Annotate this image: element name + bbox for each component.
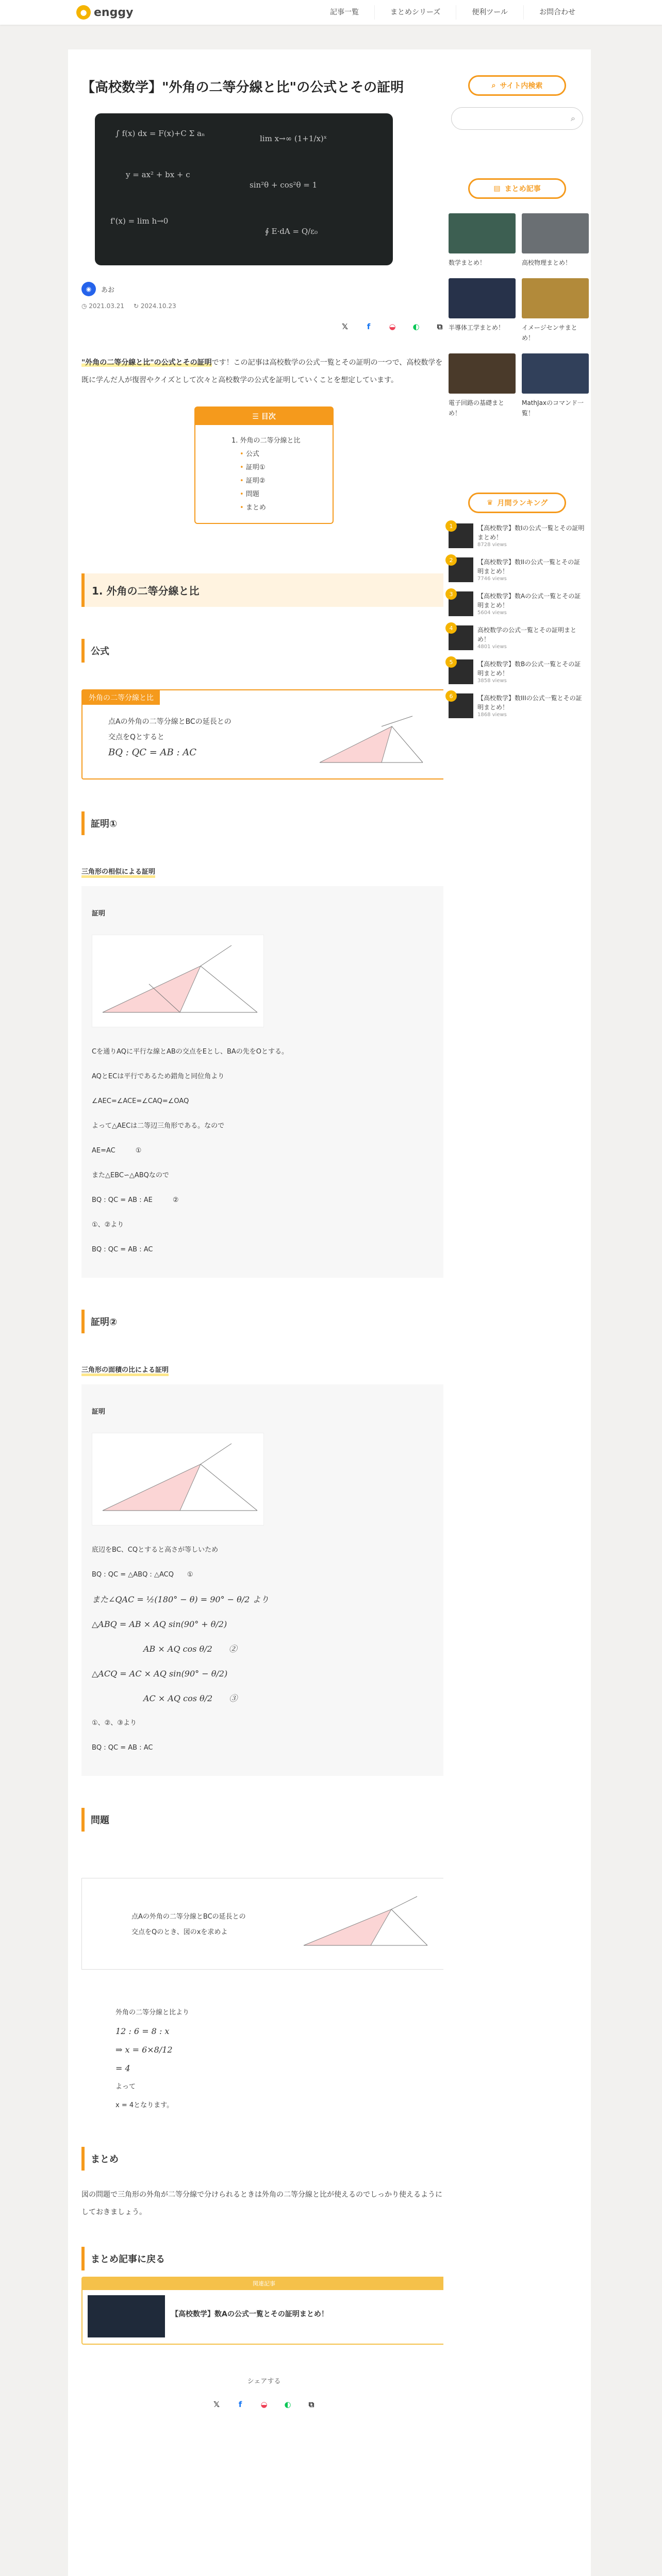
x-share-icon[interactable]: 𝕏 <box>341 322 349 331</box>
ranking-list <box>449 523 586 727</box>
article-dates <box>81 302 446 310</box>
back-heading: まとめ記事に戻る <box>81 2247 446 2270</box>
published-value: 2021.03.21 <box>89 302 125 310</box>
formula-heading: 公式 <box>81 639 446 663</box>
proof-line: また∠QAC = ½(180° − θ) = 90° − θ/2 より <box>92 1595 269 1604</box>
proof-line: 底辺をBC、CQとすると高さが等しいため <box>92 1546 219 1554</box>
copy-link-icon[interactable]: ⧉ <box>437 322 443 331</box>
article <box>81 75 446 2411</box>
facebook-share-icon[interactable]: f <box>238 2400 242 2409</box>
card-thumbnail <box>88 2295 165 2337</box>
matome-thumbnail <box>522 278 589 318</box>
rank-badge: 3 <box>445 588 457 600</box>
blackboard-formula: sin²θ + cos²θ = 1 <box>250 180 318 190</box>
ranking-thumbnail <box>449 591 473 616</box>
author[interactable] <box>81 282 446 296</box>
nav-matome[interactable]: まとめシリーズ <box>374 5 456 20</box>
card-label: 関連記事 <box>82 2278 445 2290</box>
problem-box <box>81 1878 446 1970</box>
line-share-icon[interactable]: ◐ <box>412 322 420 331</box>
site-header <box>0 0 662 25</box>
sidebar-search <box>443 75 591 130</box>
summary-text: 図の問題で三角形の外角が二等分線で分けられるときは外角の二等分線と比が使えるのでしっかり使えるようにしておきましょう。 <box>81 2191 442 2216</box>
blackboard-formula: ∮ E·dA = Q/ε₀ <box>265 227 318 236</box>
toc-item <box>231 501 333 515</box>
problem-figure <box>293 1894 438 1956</box>
eyecatch-image <box>95 113 393 265</box>
nav-tools[interactable]: 便利ツール <box>456 5 523 20</box>
formula-equation: BQ : QC = AB : AC <box>108 747 197 758</box>
proof-line: AQとECは平行であるため錯角と同位角より <box>92 1073 225 1080</box>
ranking-views: 8728 views <box>477 542 507 548</box>
proof-line: AC × AQ cos θ/2 ③ <box>143 1693 238 1703</box>
ranking-item[interactable] <box>449 693 586 727</box>
formula-box <box>81 689 446 779</box>
proof-line: ∠AEC=∠ACE=∠CAQ=∠OAQ <box>92 1097 189 1105</box>
sidebar-matome <box>443 178 591 418</box>
matome-item-title: 電子回路の基礎まとめ！ <box>449 399 505 417</box>
blackboard-formula: ∫ f(x) dx = F(x)+C Σ aₙ <box>115 129 205 138</box>
ranking-title-text: 月間ランキング <box>497 499 548 507</box>
formula-line: 交点をQとすると <box>108 733 165 741</box>
formula-label: 外角の二等分線と比 <box>82 690 160 705</box>
ranking-thumbnail <box>449 523 473 548</box>
toc-item <box>231 448 333 461</box>
matome-item-title: 半導体工学まとめ！ <box>449 324 505 331</box>
proof2-heading: 証明② <box>81 1310 446 1333</box>
summary-heading: まとめ <box>81 2147 446 2171</box>
proof1-heading: 証明① <box>81 811 446 835</box>
answer-line: = 4 <box>115 2063 130 2073</box>
ranking-item[interactable] <box>449 591 586 625</box>
ranking-views: 1868 views <box>477 712 507 718</box>
proof2-figure <box>92 1433 264 1526</box>
nav-contact[interactable]: お問合わせ <box>523 5 591 20</box>
matome-item[interactable] <box>449 213 516 268</box>
answer-line: ⇒ x = 6×8/12 <box>115 2045 173 2055</box>
x-share-icon[interactable]: 𝕏 <box>213 2400 220 2409</box>
rank-badge: 5 <box>445 656 457 668</box>
folder-icon: ▤ <box>493 184 501 193</box>
toc-item-label[interactable]: 問題 <box>245 490 259 498</box>
ranking-thumbnail <box>449 659 473 684</box>
matome-item[interactable] <box>522 353 589 418</box>
blackboard-formula: y = ax² + bx + c <box>126 170 190 179</box>
matome-item-title: 高校物理まとめ！ <box>522 259 572 266</box>
intro-highlight: "外角の二等分線と比"の公式とその証明 <box>81 359 212 367</box>
article-title: 【高校数学】"外角の二等分線と比"の公式とその証明 <box>81 80 404 95</box>
matome-thumbnail <box>449 213 516 253</box>
ranking-title: 【高校数学】数IIの公式一覧とその証明まとめ！ <box>477 558 581 575</box>
problem-line: 交点をQのとき、図のxを求めよ <box>131 1928 228 1936</box>
matome-thumbnail <box>522 213 589 253</box>
proof-line: △ACQ = AC × AQ sin(90° − θ/2) <box>92 1669 228 1679</box>
toc-item-label[interactable]: まとめ <box>245 504 266 512</box>
avatar: ◉ <box>81 282 96 296</box>
matome-thumbnail <box>522 353 589 394</box>
intro-text <box>81 354 446 389</box>
formula-text <box>108 714 231 760</box>
proof-title: 証明 <box>92 910 106 918</box>
ranking-item[interactable] <box>449 523 586 557</box>
proof-line: BQ : QC = AB : AC <box>92 1246 153 1253</box>
toc-item-label[interactable]: 証明② <box>245 477 266 485</box>
problem-text <box>131 1909 246 1940</box>
proof2-subtitle: 三角形の面積の比による証明 <box>81 1366 169 1374</box>
ranking-title: 【高校数学】数Bの公式一覧とその証明まとめ！ <box>477 660 581 677</box>
ranking-title: 【高校数学】数Iの公式一覧とその証明まとめ！ <box>477 524 585 541</box>
related-article-card[interactable] <box>81 2277 446 2345</box>
toc-item <box>231 488 333 501</box>
toc-item[interactable]: 1. 外角の二等分線と比 <box>231 437 301 445</box>
share-label: シェアする <box>247 2378 281 2385</box>
section-heading: 1. 外角の二等分線と比 <box>81 573 446 607</box>
updated-date: ↻ 2024.10.23 <box>134 302 176 310</box>
matome-item[interactable] <box>522 213 589 268</box>
matome-item-title: イメージセンサまとめ！ <box>522 324 577 342</box>
ranking-views: 4801 views <box>477 644 507 650</box>
answer <box>81 2004 446 2115</box>
matome-item-title: 数学まとめ！ <box>449 259 486 266</box>
problem-line: 点Aの外角の二等分線とBCの延長との <box>131 1913 246 1921</box>
matome-item-title: MathJaxのコマンド一覧！ <box>522 399 584 417</box>
ranking-title: 【高校数学】数Aの公式一覧とその証明まとめ！ <box>477 592 581 609</box>
toc-item-label[interactable]: 証明① <box>245 464 266 471</box>
formula-figure <box>309 711 433 773</box>
search-icon[interactable]: ⌕ <box>571 113 575 123</box>
proof-line: よって△AECは二等辺三角形である。なので <box>92 1122 225 1130</box>
published-date: ◷ 2021.03.21 <box>81 302 125 310</box>
intro-body: です！この記事は高校数学の公式一覧とその証明の一つで、高校数学を既に学んだ人が復習やクイズとして次々と高校数学の公式を証明していくことを想定しています。 <box>81 359 443 384</box>
answer-line: よって <box>115 2083 136 2091</box>
ranking-views: 5604 views <box>477 610 507 616</box>
share-buttons-bottom <box>81 2398 446 2411</box>
pocket-share-icon[interactable]: ◒ <box>389 322 396 331</box>
author-name: あお <box>101 286 115 294</box>
proof-line: ①、②より <box>92 1221 124 1229</box>
ranking-title: 【高校数学】数IIIの公式一覧とその証明まとめ！ <box>477 694 582 711</box>
sidebar-ranking <box>443 493 591 727</box>
global-nav <box>315 0 591 25</box>
site-logo[interactable] <box>76 5 133 20</box>
ranking-views: 7746 views <box>477 576 507 582</box>
matome-grid <box>449 213 586 418</box>
crown-icon: ♛ <box>486 499 493 507</box>
toc-title: 目次 <box>261 413 276 421</box>
toc-item <box>231 474 333 488</box>
proof1-subtitle: 三角形の相似による証明 <box>81 868 156 876</box>
formula-line: 点Aの外角の二等分線とBCの延長との <box>108 718 231 726</box>
updated-value: 2024.10.23 <box>140 302 176 310</box>
line-share-icon[interactable]: ◐ <box>284 2400 291 2409</box>
ranking-item[interactable] <box>449 557 586 591</box>
proof-line: BQ : QC = AB : AE ② <box>92 1196 179 1204</box>
ranking-thumbnail <box>449 693 473 718</box>
toc-item <box>231 461 333 474</box>
ranking-thumbnail <box>449 625 473 650</box>
rank-badge: 4 <box>445 622 457 634</box>
search-input[interactable] <box>451 107 583 130</box>
logo-text: enggy <box>94 6 134 19</box>
proof-line: Cを通りAQに平行な線とABの交点をEとし、BAの先をOとする。 <box>92 1048 289 1056</box>
proof1-box <box>81 886 446 1278</box>
answer-line: x = 4となります。 <box>115 2102 174 2109</box>
toc-header: ☰ 目次 <box>195 408 333 425</box>
table-of-contents <box>194 406 334 524</box>
matome-thumbnail <box>449 353 516 394</box>
proof-line: ①、②、③より <box>92 1719 137 1727</box>
answer-line: 12 : 6 = 8 : x <box>115 2026 170 2036</box>
ranking-thumbnail <box>449 557 473 582</box>
search-title-text: サイト内検索 <box>500 82 543 90</box>
matome-title <box>468 178 566 199</box>
rank-badge: 1 <box>445 520 457 532</box>
matome-title-text: まとめ記事 <box>504 185 541 193</box>
share-buttons-top <box>81 320 446 333</box>
matome-item[interactable] <box>449 353 516 418</box>
answer-line: 外角の二等分線と比より <box>115 2009 190 2016</box>
proof-line: AB × AQ cos θ/2 ② <box>143 1644 237 1654</box>
ranking-title: 高校数学の公式一覧とその証明まとめ！ <box>477 626 577 643</box>
proof1-figure <box>92 935 264 1027</box>
search-icon: ⌕ <box>491 81 496 90</box>
proof-line: また△EBC∽△ABQなので <box>92 1172 169 1179</box>
proof-line: △ABQ = AB × AQ sin(90° + θ/2) <box>92 1619 227 1629</box>
toc-item-label[interactable]: 公式 <box>245 450 259 458</box>
rank-badge: 2 <box>445 554 457 566</box>
sidebar <box>443 49 591 2576</box>
proof2-box <box>81 1384 446 1776</box>
facebook-share-icon[interactable]: f <box>367 322 371 331</box>
proof-line: AE=AC ① <box>92 1147 142 1155</box>
ranking-views: 3858 views <box>477 678 507 684</box>
blackboard-formula: lim x→∞ (1+1/x)ˣ <box>260 134 327 143</box>
matome-thumbnail <box>449 278 516 318</box>
search-title <box>468 75 566 96</box>
ranking-item[interactable] <box>449 625 586 659</box>
proof-title: 証明 <box>92 1408 106 1416</box>
blackboard-formula: f'(x) = lim h→0 <box>110 216 169 226</box>
ranking-title <box>468 493 566 513</box>
proof-line: BQ : QC = △ABQ : △ACQ ① <box>92 1571 193 1579</box>
copy-link-icon[interactable]: ⧉ <box>308 2400 315 2409</box>
logo-icon: ● <box>76 5 91 20</box>
problem-heading: 問題 <box>81 1808 446 1832</box>
matome-item[interactable] <box>522 278 589 343</box>
proof-line: BQ : QC = AB : AC <box>92 1744 153 1752</box>
matome-item[interactable] <box>449 278 516 343</box>
main-content <box>68 49 460 2576</box>
rank-badge: 6 <box>445 690 457 702</box>
nav-articles[interactable]: 記事一覧 <box>330 8 359 16</box>
pocket-share-icon[interactable]: ◒ <box>260 2400 268 2409</box>
card-title: 【高校数学】数Aの公式一覧とその証明まとめ！ <box>171 2310 328 2318</box>
ranking-item[interactable] <box>449 659 586 693</box>
